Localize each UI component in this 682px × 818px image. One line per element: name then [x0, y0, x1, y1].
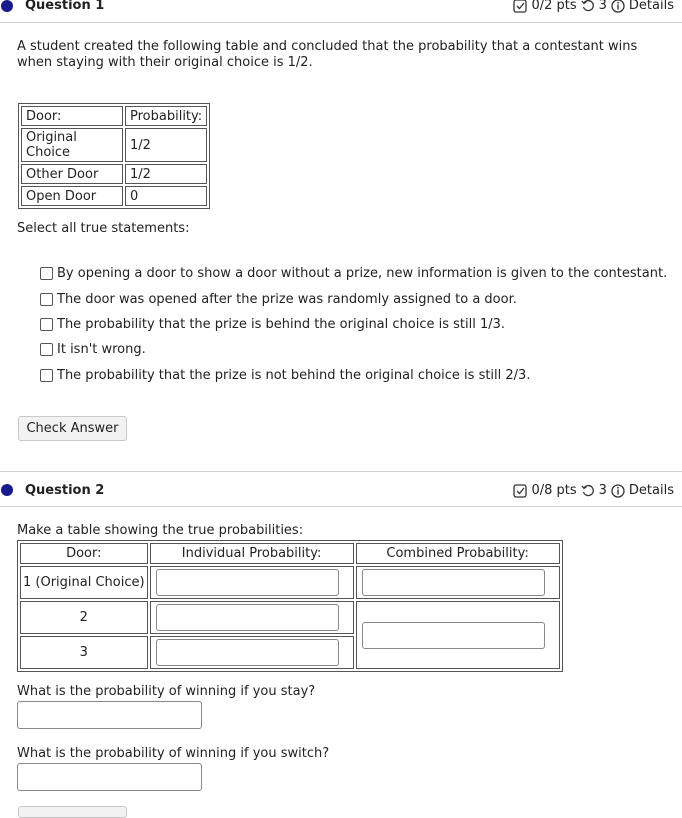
- divider: [0, 471, 682, 472]
- checkbox[interactable]: [40, 293, 53, 306]
- choice-label: By opening a door to show a door without a prize, new information is given to the contestant.: [57, 266, 668, 281]
- stay-probability-input[interactable]: [17, 701, 202, 729]
- question-1-header: [0, 0, 682, 24]
- question-2-prompt: Make a table showing the true probabilities:: [17, 523, 304, 538]
- choice-1[interactable]: [40, 266, 667, 281]
- question-2-header: [0, 474, 682, 506]
- table-cell: Open Door: [21, 186, 123, 206]
- table-cell: 0: [125, 186, 207, 206]
- choice-3[interactable]: [40, 317, 505, 332]
- table-header: Individual Probability:: [150, 543, 354, 564]
- combined-probability-input[interactable]: [362, 569, 545, 596]
- table-cell: [150, 601, 354, 634]
- choice-label: The probability that the prize is behind the original choice is still 1/3.: [57, 317, 506, 332]
- retry-icon: [581, 484, 595, 498]
- table-header: Door:: [20, 543, 148, 564]
- true-probability-table: [17, 540, 563, 672]
- score-check-icon: [513, 0, 527, 13]
- question-1-prompt: A student created the following table and concluded that the probability that a contestant wins when staying with their original choice is 1/2.: [17, 39, 638, 70]
- question-status-dot: [1, 0, 13, 12]
- question-1-instruction: Select all true statements:: [17, 221, 190, 236]
- choice-5[interactable]: [40, 368, 530, 383]
- question-2-meta: [513, 483, 674, 498]
- table-cell: 3: [20, 636, 148, 669]
- choice-4[interactable]: [40, 342, 146, 357]
- individual-probability-input[interactable]: [156, 639, 339, 666]
- table-cell: 1/2: [125, 164, 207, 184]
- table-cell: [150, 636, 354, 669]
- info-icon[interactable]: [611, 484, 625, 498]
- table-cell: 1 (Original Choice): [20, 566, 148, 599]
- choice-2[interactable]: [40, 292, 517, 307]
- stay-question: What is the probability of winning if you stay?: [17, 684, 316, 699]
- check-answer-button-partial[interactable]: [18, 806, 127, 818]
- checkbox[interactable]: [40, 318, 53, 331]
- choice-label: The probability that the prize is not behind the original choice is still 2/3.: [57, 368, 531, 383]
- switch-probability-input[interactable]: [17, 763, 202, 791]
- divider: [0, 22, 682, 23]
- question-2-attempts: 3: [598, 483, 607, 498]
- question-2-details-link[interactable]: Details: [628, 483, 674, 498]
- checkbox[interactable]: [40, 343, 53, 356]
- question-1-details-link[interactable]: Details: [628, 0, 674, 13]
- individual-probability-input[interactable]: [156, 569, 339, 596]
- info-icon[interactable]: [611, 0, 625, 13]
- individual-probability-input[interactable]: [156, 604, 339, 631]
- question-1-title: Question 1: [25, 0, 105, 13]
- checkbox[interactable]: [40, 369, 53, 382]
- question-2-title: Question 2: [25, 483, 105, 498]
- choice-label: The door was opened after the prize was randomly assigned to a door.: [57, 292, 517, 307]
- table-header: Probability:: [125, 106, 207, 126]
- table-header: Combined Probability:: [356, 543, 560, 564]
- table-cell: [150, 566, 354, 599]
- table-cell: Original Choice: [21, 128, 123, 162]
- question-1-points: 0/2 pts: [531, 0, 577, 13]
- table-cell: [356, 601, 560, 669]
- divider: [0, 506, 682, 507]
- combined-probability-input[interactable]: [362, 622, 545, 649]
- switch-question: What is the probability of winning if you switch?: [17, 746, 330, 761]
- question-1-meta: [513, 0, 674, 13]
- question-1-attempts: 3: [598, 0, 607, 13]
- table-cell: 1/2: [125, 128, 207, 162]
- student-probability-table: [18, 103, 210, 209]
- choice-label: It isn't wrong.: [57, 342, 146, 357]
- checkbox[interactable]: [40, 267, 53, 280]
- score-check-icon: [513, 484, 527, 498]
- table-header: Door:: [21, 106, 123, 126]
- question-status-dot: [1, 484, 13, 496]
- retry-icon: [581, 0, 595, 13]
- question-2-points: 0/8 pts: [531, 483, 577, 498]
- table-cell: Other Door: [21, 164, 123, 184]
- table-cell: 2: [20, 601, 148, 634]
- check-answer-button[interactable]: Check Answer: [18, 416, 127, 441]
- table-cell: [356, 566, 560, 599]
